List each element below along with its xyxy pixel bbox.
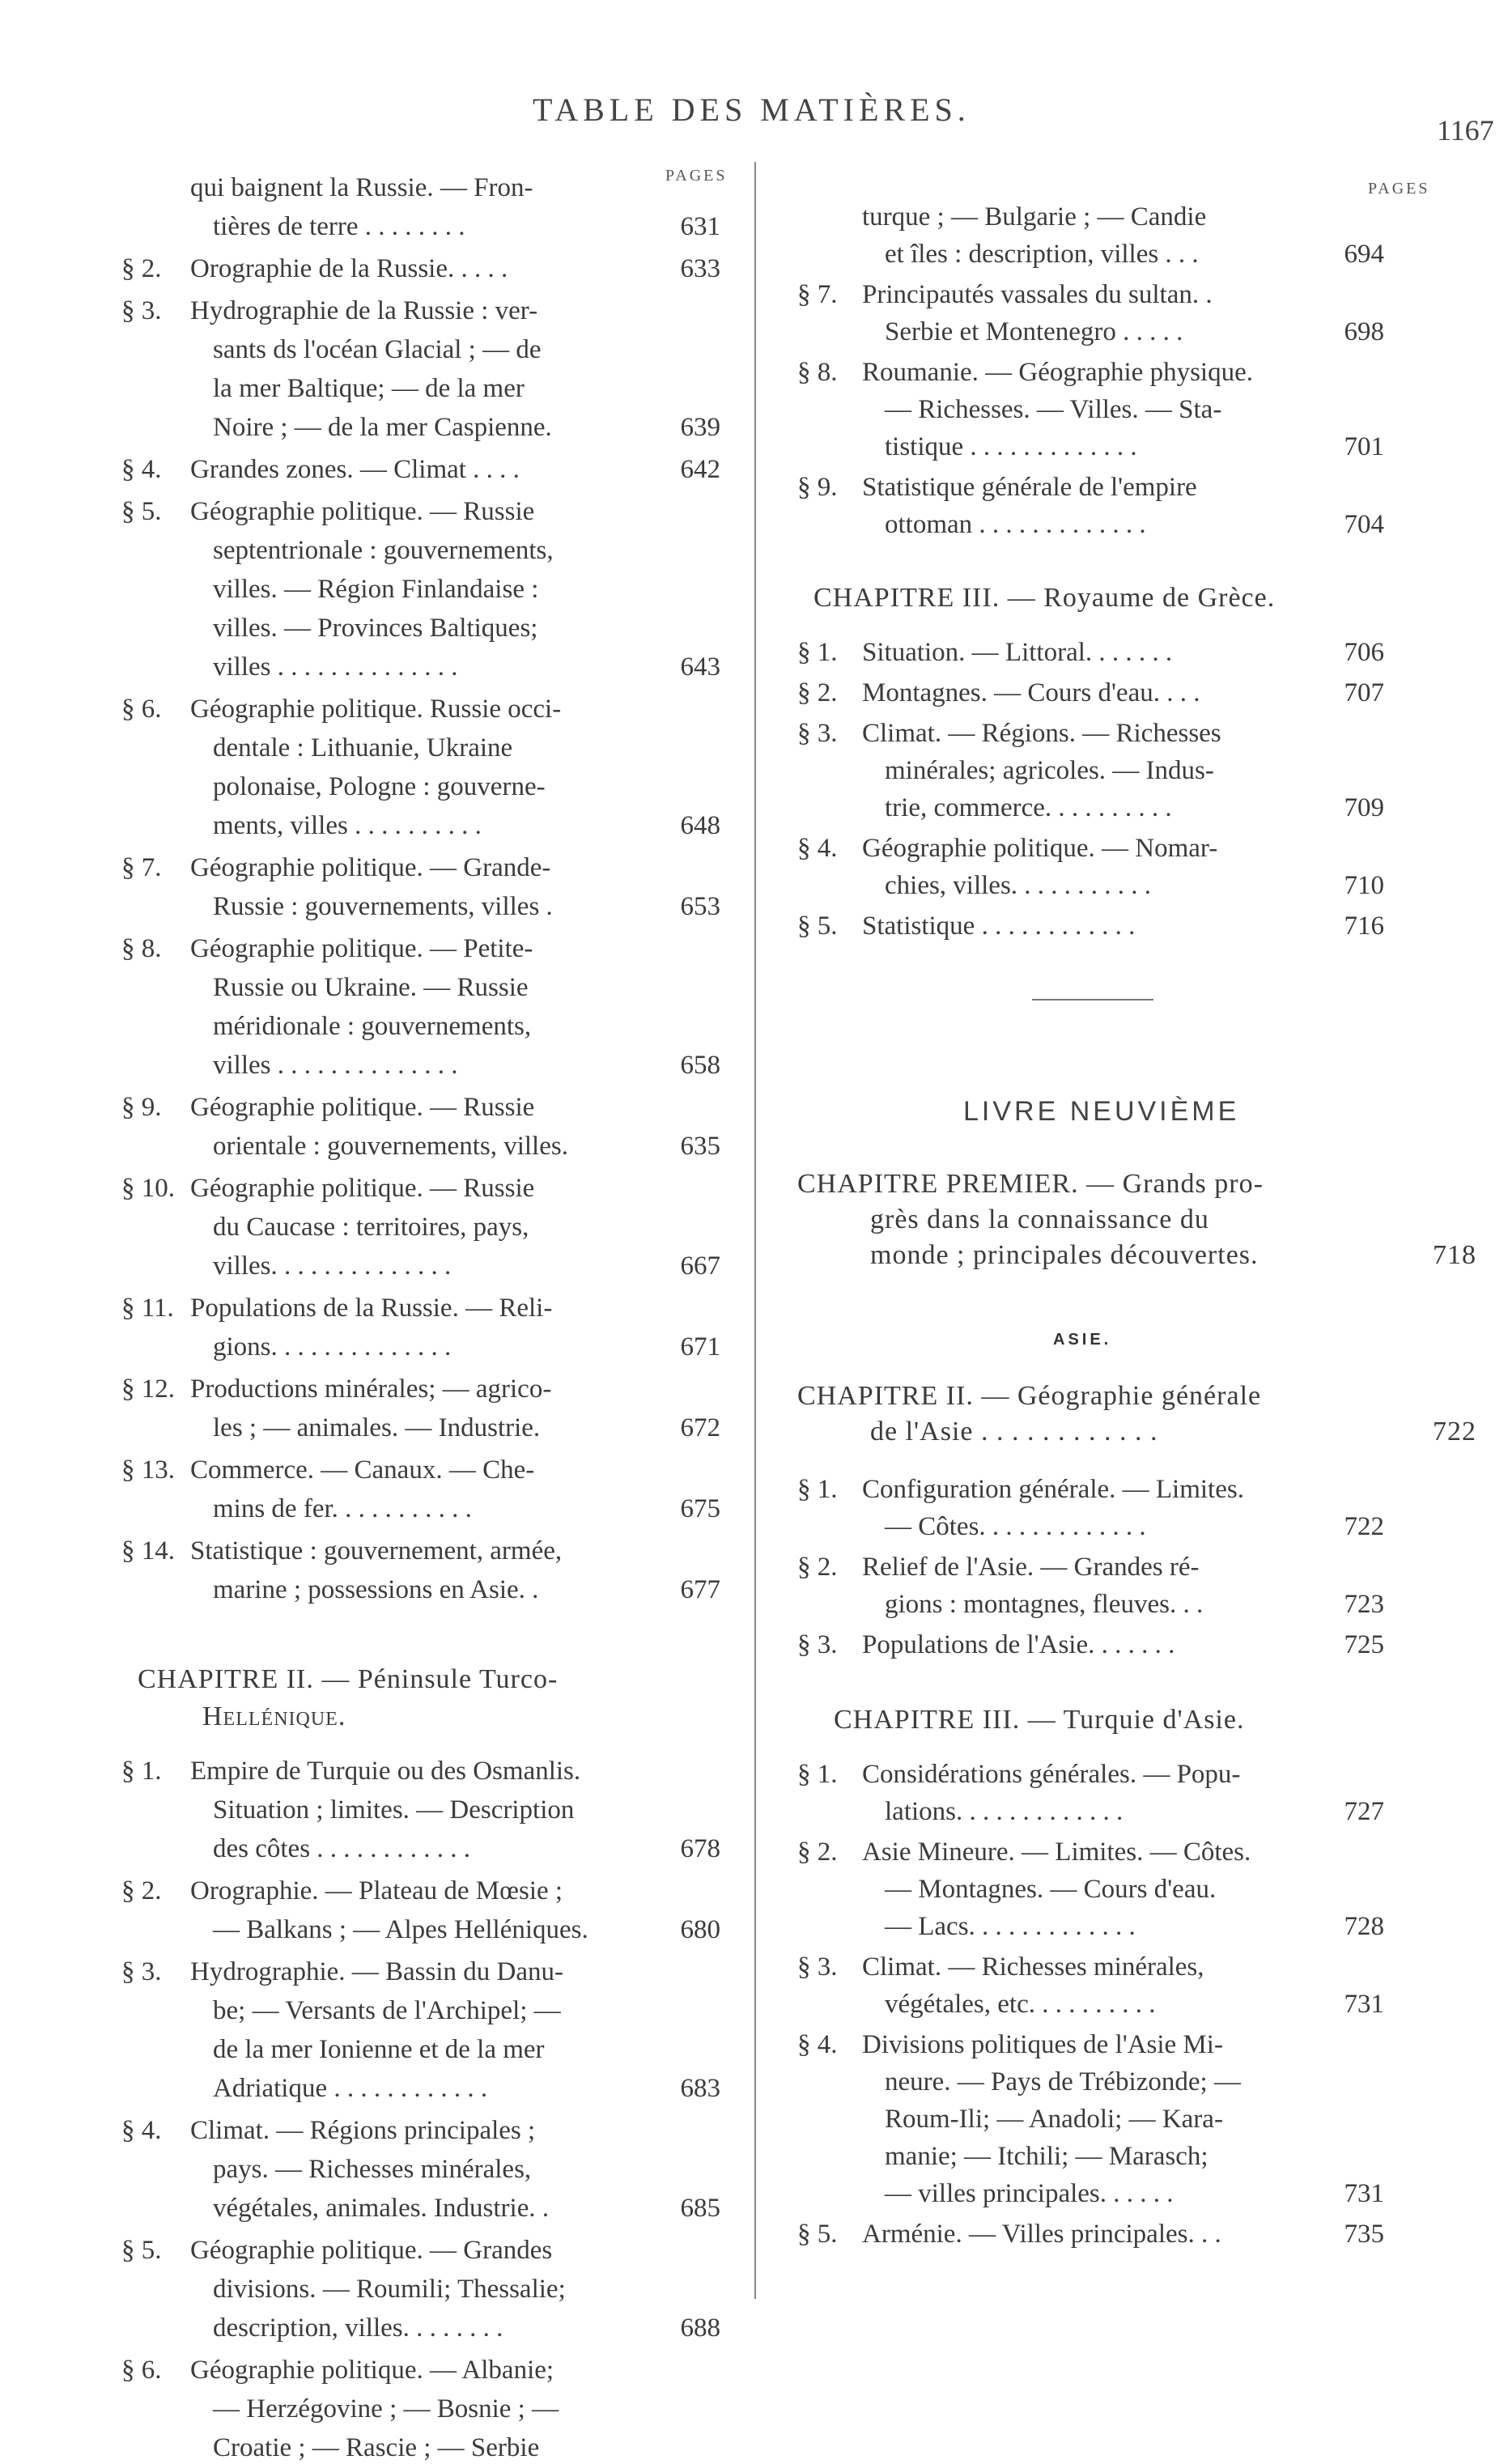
section-number: § 3. [797, 719, 838, 748]
entry-text: pays. — Richesses minérales, [213, 2155, 532, 2184]
entry-text: manie; — Itchili; — Marasch; [885, 2142, 1209, 2171]
entry-text: Russie ou Ukraine. — Russie [213, 973, 529, 1002]
entry-text: Populations de la Russie. — Reli- [190, 1294, 553, 1323]
entry-text: Montagnes. — Cours d'eau. . . . [862, 678, 1200, 707]
page-ref: 643 [680, 652, 720, 682]
section-number: § 2. [797, 1837, 838, 1867]
section-number: § 1. [797, 1760, 838, 1789]
entry-text: septentrionale : gouvernements, [213, 536, 554, 565]
entry-text: Considérations générales. — Popu- [862, 1760, 1241, 1789]
entry-text: Géographie politique. — Petite- [190, 934, 533, 963]
entry-text: Situation ; limites. — Description [213, 1795, 575, 1825]
entry-text: — Lacs. . . . . . . . . . . . . [885, 1912, 1136, 1941]
chapter-heading: CHAPITRE III. — Royaume de Grèce. [813, 583, 1276, 613]
page-ref: 688 [680, 2313, 720, 2343]
entry-text: Situation. — Littoral. . . . . . . [862, 638, 1173, 667]
entry-text: Géographie politique. — Russie [190, 1093, 535, 1122]
page-ref: 710 [1344, 871, 1384, 900]
entry-text: Géographie politique. — Russie [190, 497, 535, 526]
page-ref: 706 [1344, 638, 1384, 667]
entry-text: villes. . . . . . . . . . . . . . [213, 1251, 452, 1281]
book-title: LIVRE NEUVIÈME [963, 1096, 1240, 1127]
pages-label-left: PAGES [665, 167, 728, 185]
entry-text: minérales; agricoles. — Indus- [885, 756, 1214, 785]
entry-text: mins de fer. . . . . . . . . . . [213, 1494, 472, 1523]
page-ref: 635 [680, 1132, 720, 1161]
section-number: § 1. [797, 1475, 838, 1504]
section-number: § 4. [797, 834, 838, 863]
page-ref: 631 [680, 212, 720, 241]
entry-text: Divisions politiques de l'Asie Mi- [862, 2030, 1223, 2059]
section-number: § 10. [121, 1174, 175, 1203]
entry-text: des côtes . . . . . . . . . . . . [213, 1834, 471, 1863]
entry-text: Roumanie. — Géographie physique. [862, 358, 1253, 387]
section-number: § 6. [121, 695, 162, 724]
entry-text: villes. — Région Finlandaise : [213, 575, 539, 604]
chapter-heading: CHAPITRE II. — Péninsule Turco- [138, 1664, 559, 1694]
entry-text: Géographie politique. — Albanie; [190, 2356, 554, 2385]
page-ref: 653 [680, 892, 720, 921]
section-number: § 5. [121, 497, 162, 526]
page-ref: 731 [1344, 1990, 1384, 2019]
section-number: § 13. [121, 1455, 175, 1485]
entry-text: polonaise, Pologne : gouverne- [213, 772, 546, 801]
page-ref: 727 [1344, 1797, 1384, 1826]
entry-text: Hydrographie. — Bassin du Danu- [190, 1957, 564, 1986]
entry-text: villes . . . . . . . . . . . . . . [213, 1051, 458, 1080]
entry-text: la mer Baltique; — de la mer [213, 374, 525, 403]
section-number: § 6. [121, 2356, 162, 2385]
chapter-heading: Hellénique. [202, 1701, 346, 1731]
section-number: § 5. [797, 2220, 838, 2249]
entry-text: Géographie politique. — Grandes [190, 2236, 553, 2265]
section-number: § 7. [121, 853, 162, 882]
entry-text: Géographie politique. Russie occi- [190, 695, 562, 724]
entry-text: Orographie de la Russie. . . . . [190, 254, 508, 283]
entry-text: turque ; — Bulgarie ; — Candie [862, 202, 1207, 232]
entry-text: Russie : gouvernements, villes . [213, 892, 553, 921]
entry-text: — Herzégovine ; — Bosnie ; — [213, 2394, 559, 2424]
chapter-heading: CHAPITRE II. — Géographie générale [797, 1381, 1262, 1411]
entry-text: Statistique générale de l'empire [862, 473, 1197, 502]
page-ref: 683 [680, 2074, 720, 2103]
page-number: 1167 [1437, 114, 1494, 147]
entry-text: Géographie politique. — Grande- [190, 853, 551, 882]
entry-text: dentale : Lithuanie, Ukraine [213, 733, 513, 763]
section-number: § 8. [797, 358, 838, 387]
section-number: § 2. [121, 1876, 162, 1905]
section-number: § 14. [121, 1536, 175, 1565]
page-ref: 728 [1344, 1912, 1384, 1941]
entry-text: Statistique . . . . . . . . . . . . [862, 911, 1136, 941]
page-ref: 725 [1344, 1630, 1384, 1659]
entry-text: Asie Mineure. — Limites. — Côtes. [862, 1837, 1251, 1867]
entry-text: Géographie politique. — Nomar- [862, 834, 1218, 863]
entry-text: les ; — animales. — Industrie. [213, 1413, 541, 1442]
entry-text: — villes principales. . . . . . [885, 2179, 1174, 2208]
entry-text: chies, villes. . . . . . . . . . . [885, 871, 1152, 900]
page-ref: 685 [680, 2194, 720, 2223]
section-number: § 2. [797, 678, 838, 707]
entry-text: — Richesses. — Villes. — Sta- [885, 395, 1222, 424]
section-number: § 12. [121, 1374, 175, 1404]
entry-text: Configuration générale. — Limites. [862, 1475, 1244, 1504]
entry-text: Climat. — Régions. — Richesses [862, 719, 1221, 748]
section-number: § 1. [797, 638, 838, 667]
section-number: § 9. [121, 1093, 162, 1122]
chapter-heading: grès dans la connaissance du [870, 1204, 1209, 1234]
entry-text: trie, commerce. . . . . . . . . . [885, 793, 1172, 822]
page-ref: 675 [680, 1494, 720, 1523]
entry-text: Adriatique . . . . . . . . . . . . [213, 2074, 488, 2103]
page-ref: 707 [1344, 678, 1384, 707]
entry-text: Climat. — Régions principales ; [190, 2116, 536, 2145]
page-ref: 701 [1344, 432, 1384, 461]
section-number: § 5. [121, 2236, 162, 2265]
chapter-heading: de l'Asie . . . . . . . . . . . . 722 [870, 1415, 1158, 1449]
page-ref: 709 [1344, 793, 1384, 822]
section-number: § 5. [797, 911, 838, 941]
entry-text: Hydrographie de la Russie : ver- [190, 296, 538, 325]
entry-text: de la mer Ionienne et de la mer [213, 2035, 545, 2064]
entry-text: Populations de l'Asie. . . . . . . [862, 1630, 1175, 1659]
entry-text: Serbie et Montenegro . . . . . [885, 317, 1183, 346]
page-ref: 642 [680, 455, 720, 484]
entry-text: Relief de l'Asie. — Grandes ré- [862, 1553, 1200, 1582]
entry-text: marine ; possessions en Asie. . [213, 1575, 539, 1604]
entry-text: Arménie. — Villes principales. . . [862, 2220, 1221, 2249]
entry-text: Principautés vassales du sultan. . [862, 280, 1213, 309]
section-number: § 9. [797, 473, 838, 502]
section-number: § 3. [121, 296, 162, 325]
entry-text: villes . . . . . . . . . . . . . . [213, 652, 458, 682]
page-ref: 677 [680, 1575, 720, 1604]
entry-text: Climat. — Richesses minérales, [862, 1952, 1204, 1982]
entry-text: Grandes zones. — Climat . . . . [190, 455, 520, 484]
entry-text: tières de terre . . . . . . . . [213, 212, 465, 241]
entry-text: végétales, animales. Industrie. . [213, 2194, 550, 2223]
page-ref: 698 [1344, 317, 1384, 346]
entry-text: ottoman . . . . . . . . . . . . . [885, 510, 1146, 539]
section-number: § 3. [797, 1630, 838, 1659]
entry-text: Roum-Ili; — Anadoli; — Kara- [885, 2105, 1223, 2134]
entry-text: Géographie politique. — Russie [190, 1174, 535, 1203]
entry-text: sants ds l'océan Glacial ; — de [213, 335, 542, 364]
entry-text: du Caucase : territoires, pays, [213, 1213, 529, 1242]
page-ref: 680 [680, 1915, 720, 1944]
entry-text: gions : montagnes, fleuves. . . [885, 1590, 1204, 1619]
page-ref: 704 [1344, 510, 1384, 539]
section-number: § 8. [121, 934, 162, 963]
page-ref: 735 [1344, 2220, 1384, 2249]
section-number: § 3. [797, 1952, 838, 1982]
page-ref: 716 [1344, 911, 1384, 941]
entry-text: neure. — Pays de Trébizonde; — [885, 2067, 1241, 2097]
entry-text: be; — Versants de l'Archipel; — [213, 1996, 561, 2025]
page-ref: 722 [1433, 1417, 1476, 1447]
entry-text: villes. — Provinces Baltiques; [213, 614, 538, 643]
entry-text: végétales, etc. . . . . . . . . . [885, 1990, 1156, 2019]
section-number: § 4. [121, 2116, 162, 2145]
page-ref: 694 [1344, 240, 1384, 269]
section-number: § 4. [797, 2030, 838, 2059]
page-ref: 722 [1344, 1512, 1384, 1541]
entry-text: Croatie ; — Rascie ; — Serbie [213, 2433, 540, 2462]
page-ref: 658 [680, 1051, 720, 1080]
page-ref: 671 [680, 1332, 720, 1362]
page-ref: 718 [1433, 1240, 1476, 1270]
entry-text: gions. . . . . . . . . . . . . . [213, 1332, 452, 1362]
section-number: § 1. [121, 1757, 162, 1786]
page-ref: 639 [680, 413, 720, 442]
entry-text: — Balkans ; — Alpes Helléniques. [213, 1915, 588, 1944]
entry-text: Noire ; — de la mer Caspienne. [213, 413, 552, 442]
column-rule [754, 162, 756, 2299]
page-ref: 667 [680, 1251, 720, 1281]
section-number: § 11. [121, 1294, 174, 1323]
section-number: § 2. [797, 1553, 838, 1582]
page-ref: 672 [680, 1413, 720, 1442]
entry-text: description, villes. . . . . . . . [213, 2313, 503, 2343]
entry-text: méridionale : gouvernements, [213, 1012, 532, 1041]
entry-text: Productions minérales; — agrico- [190, 1374, 552, 1404]
section-number: § 3. [121, 1957, 162, 1986]
entry-text: Empire de Turquie ou des Osmanlis. [190, 1757, 581, 1786]
page-ref: 633 [680, 254, 720, 283]
entry-text: lations. . . . . . . . . . . . . [885, 1797, 1124, 1826]
chapter-heading: CHAPITRE PREMIER. — Grands pro- [797, 1169, 1264, 1199]
section-number: § 2. [121, 254, 162, 283]
page-ref: 731 [1344, 2179, 1384, 2208]
page-ref: 648 [680, 811, 720, 840]
entry-text: divisions. — Roumili; Thessalie; [213, 2275, 566, 2304]
page-ref: 678 [680, 1834, 720, 1863]
entry-text: — Côtes. . . . . . . . . . . . . [885, 1512, 1146, 1541]
entry-text: orientale : gouvernements, villes. [213, 1132, 568, 1161]
entry-text: qui baignent la Russie. — Fron- [190, 173, 533, 202]
entry-text: Commerce. — Canaux. — Che- [190, 1455, 535, 1485]
section-divider [1032, 999, 1153, 1000]
entry-text: ments, villes . . . . . . . . . . [213, 811, 482, 840]
chapter-heading: CHAPITRE III. — Turquie d'Asie. [834, 1705, 1245, 1735]
pages-label-right: PAGES [1368, 180, 1430, 198]
running-title: TABLE DES MATIÈRES. [533, 91, 971, 128]
page-ref: 723 [1344, 1590, 1384, 1619]
entry-text: Statistique : gouvernement, armée, [190, 1536, 563, 1565]
entry-text: — Montagnes. — Cours d'eau. [885, 1875, 1217, 1904]
section-number: § 7. [797, 280, 838, 309]
entry-text: tistique . . . . . . . . . . . . . [885, 432, 1137, 461]
section-number: § 4. [121, 455, 162, 484]
left-column [121, 0, 720, 2462]
entry-text: et îles : description, villes . . . [885, 240, 1199, 269]
entry-text: Orographie. — Plateau de Mœsie ; [190, 1876, 563, 1905]
section-heading-asie: ASIE. [1053, 1331, 1112, 1349]
chapter-heading: monde ; principales découvertes. 718 [870, 1238, 1259, 1272]
